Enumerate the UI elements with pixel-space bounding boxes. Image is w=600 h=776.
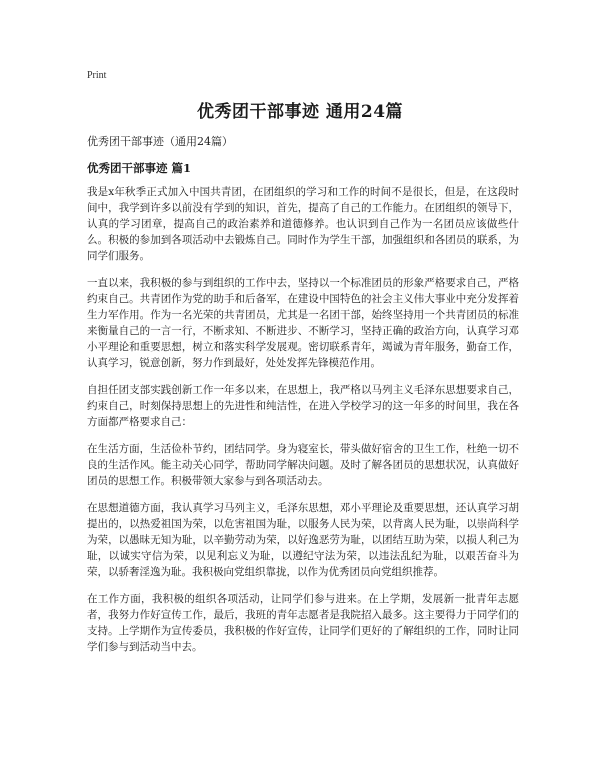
document-subtitle: 优秀团干部事迹（通用24篇） <box>87 135 233 148</box>
page-title: 优秀团干部事迹 通用24篇 <box>196 102 404 122</box>
body-text <box>87 184 519 666</box>
paragraph: 在工作方面，我积极的组织各项活动，让同学们参与进来。在上学期，发展新一批青年志愿者，我努力作好宣传工作，最后，我班的青年志愿者是我院招入最多。这主要得力于同学们的支持。上学期作为宣传委员，我积极的作好宣传，让同学们更好的了解组织的工作，同时让同学们参与到活动当中去。 <box>87 593 519 653</box>
paragraph: 在生活方面，生活俭朴节约，团结同学。身为寝室长，带头做好宿舍的卫生工作，杜绝一切不良的生活作风。能主动关心同学，帮助同学解决问题。及时了解各团员的思想状况，认真做好团员的思想工作。积极带领大家参与到各项活动去。 <box>87 443 519 487</box>
paragraph: 一直以来，我积极的参与到组织的工作中去，坚持以一个标准团员的形象严格要求自己，严格约束自己。共青团作为党的助手和后备军，在建设中国特色的社会主义伟大事业中充分发挥着生力军作用。作为一名光荣的共青团员，尤其是一名团干部，始终坚持用一个共青团员的标准来衡量自己的一言一行，不断求知、不断进步、不断学习，坚持正确的政治方向，认真学习邓小平理论和重要思想，树立和落实科学发展观。密切联系青年，竭诚为青年服务，勤奋工作，认真学习，锐意创新，努力作到最好，处处发挥先锋模范作用。 <box>87 277 519 369</box>
print-label: Print <box>87 70 107 81</box>
paragraph: 在思想道德方面，我认真学习马列主义，毛泽东思想，邓小平理论及重要思想，还认真学习胡提出的，以热爱祖国为荣，以危害祖国为耻，以服务人民为荣，以背离人民为耻，以崇尚科学为荣，以愚昧无知为耻，以辛勤劳动为荣，以好逸恶劳为耻，以团结互助为荣，以损人利己为耻，以诚实守信为荣，以见利忘义为耻，以遵纪守法为荣，以违法乱纪为耻，以艰苦奋斗为荣，以骄奢淫逸为耻。我积极向党组织靠拢，以作为优秀团员向党组织推荐。 <box>87 502 519 578</box>
paragraph: 我是x年秋季正式加入中国共青团，在团组织的学习和工作的时间不是很长，但是，在这段时间中，我学到许多以前没有学到的知识，首先，提高了自己的工作能力。在团组织的领导下，认真的学习团章，提高自己的政治素养和道德修养。也认识到自己作为一名团员应该做些什么。积极的参加到各项活动中去锻炼自己。同时作为学生干部，加强组织和各团员的联系，为同学们服务。 <box>87 186 519 262</box>
paragraph: 自担任团支部实践创新工作一年多以来，在思想上，我严格以马列主义毛泽东思想要求自己，约束自己，时刻保持思想上的先进性和纯洁性，在进入学校学习的这一年多的时间里，我在各方面都严格要求自己： <box>87 384 519 428</box>
section-heading: 优秀团干部事迹 篇1 <box>87 161 192 175</box>
